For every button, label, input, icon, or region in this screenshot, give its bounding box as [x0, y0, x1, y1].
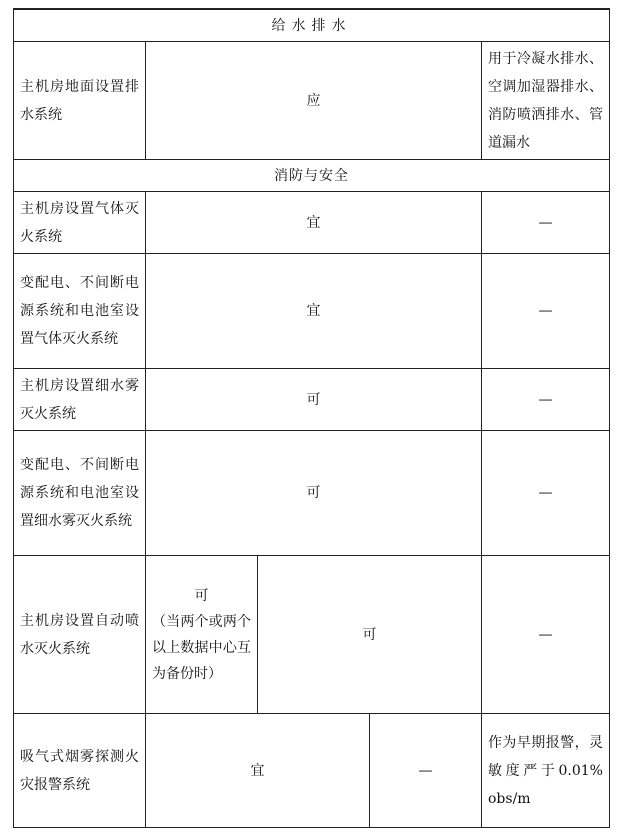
row-note: 作为早期报警，灵敏度严于0.01% obs/m — [482, 714, 610, 828]
table-row — [14, 192, 610, 254]
row-item-label: 主机房地面设置排水系统 — [14, 42, 146, 160]
section-water-title: 给水排水 — [14, 10, 610, 42]
row-item-label: 主机房设置自动喷水灭火系统 — [14, 556, 146, 714]
row-requirement-ab: 宜 — [146, 714, 370, 828]
row-note: — — [482, 192, 610, 254]
row-item-label: 主机房设置气体灭火系统 — [14, 192, 146, 254]
row-item-label: 变配电、不间断电源系统和电池室设置细水雾灭火系统 — [14, 431, 146, 556]
row-item-label: 吸气式烟雾探测火灾报警系统 — [14, 714, 146, 828]
table-row — [14, 714, 610, 828]
row-requirement-a — [146, 556, 258, 714]
requirements-table — [13, 8, 610, 828]
row-requirement: 宜 — [146, 192, 482, 254]
row-requirement: 可 — [146, 431, 482, 556]
section-row — [14, 160, 610, 192]
row-requirement-c: — — [370, 714, 482, 828]
table-row — [14, 254, 610, 369]
row-requirement: 可 — [146, 369, 482, 431]
table-row — [14, 431, 610, 556]
table-row — [14, 369, 610, 431]
row-requirement-bc: 可 — [258, 556, 482, 714]
table-row — [14, 556, 610, 714]
row-item-label: 变配电、不间断电源系统和电池室设置气体灭火系统 — [14, 254, 146, 369]
requirement-a-main: 可 — [194, 587, 209, 604]
section-row — [14, 10, 610, 42]
row-note: — — [482, 556, 610, 714]
row-note: 用于冷凝水排水、空调加湿器排水、消防喷洒排水、管道漏水 — [482, 42, 610, 160]
requirement-a-condition: （当两个或两个以上数据中心互为备份时） — [152, 613, 251, 682]
table-row — [14, 42, 610, 160]
section-fire-title: 消防与安全 — [14, 160, 610, 192]
row-note: — — [482, 254, 610, 369]
row-requirement: 宜 — [146, 254, 482, 369]
row-note: — — [482, 369, 610, 431]
row-item-label: 主机房设置细水雾灭火系统 — [14, 369, 146, 431]
row-requirement: 应 — [146, 42, 482, 160]
row-note: — — [482, 431, 610, 556]
